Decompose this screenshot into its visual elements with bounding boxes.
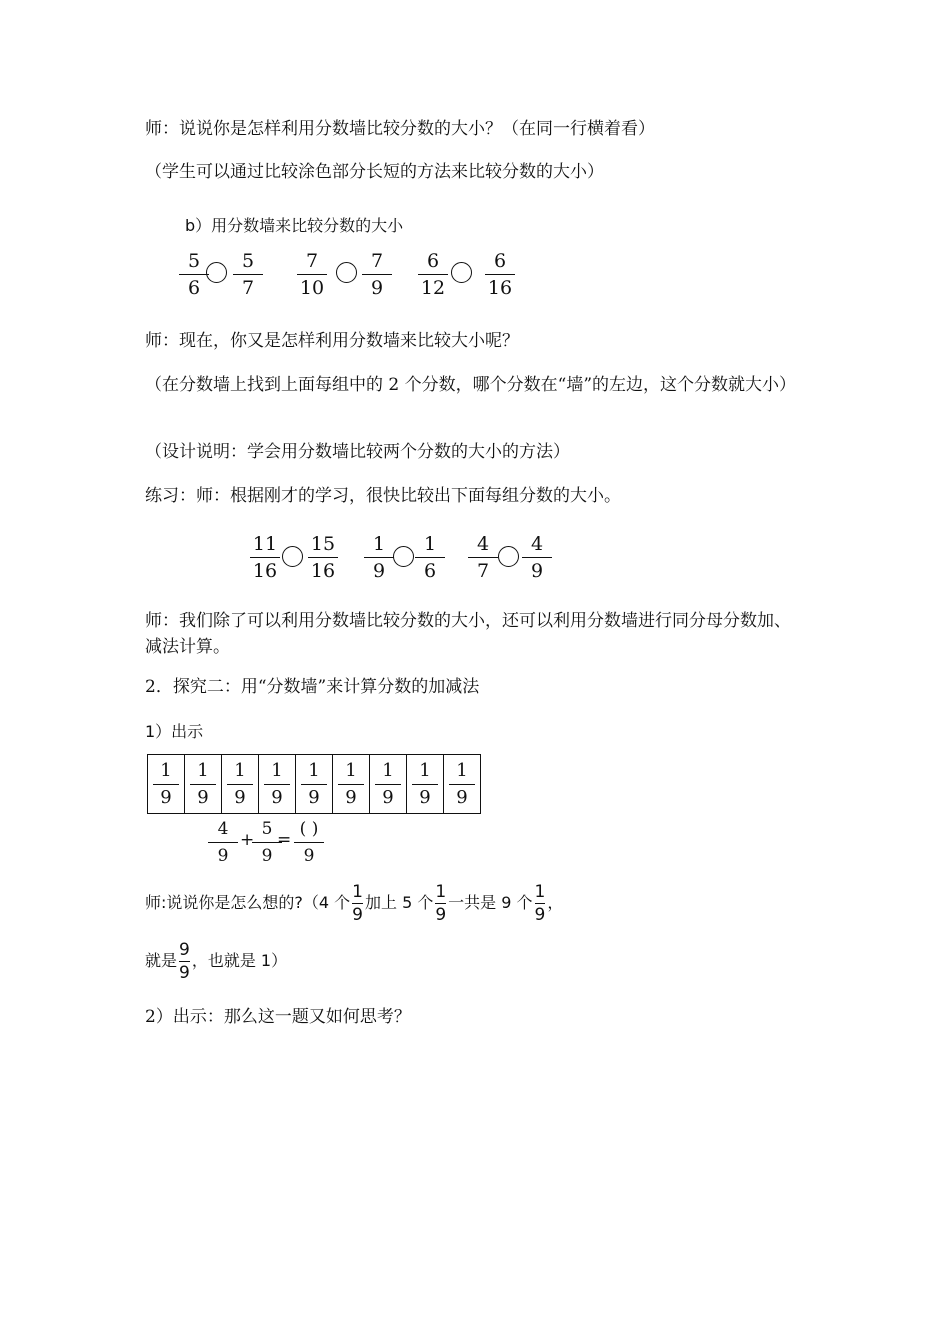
fraction-5-7: 5 7 (231, 250, 265, 299)
wall-cell: $\frac{1}{9}$ (148, 755, 185, 814)
paragraph-design-note: （设计说明：学会用分数墙比较两个分数的大小的方法） (145, 442, 570, 462)
fraction-7-9: 7 9 (360, 250, 394, 299)
wall-cell: $\frac{1}{9}$ (407, 755, 444, 814)
wall-cell: $\frac{1}{9}$ (370, 755, 407, 814)
fraction-6-12: 6 12 (416, 250, 450, 299)
fraction-5-6: 5 6 (177, 250, 211, 299)
paragraph-transition: 师：我们除了可以利用分数墙比较分数的大小，还可以利用分数墙进行同分母分数加、减法计算。 (145, 611, 791, 657)
fraction-1-9: $\frac{1}{9}$ (534, 882, 546, 925)
fraction-1-6: 1 6 (413, 533, 447, 582)
compare-circle[interactable] (206, 262, 227, 283)
paragraph-answer-2: （在分数墙上找到上面每组中的 2 个分数，哪个分数在“墙”的左边，这个分数就大小） (145, 375, 797, 395)
subheading-show-1: 1）出示 (145, 722, 204, 741)
compare-circle[interactable] (498, 546, 519, 567)
fraction-1-9: $\frac{1}{9}$ (435, 882, 447, 925)
paragraph-show-2: 2）出示：那么这一题又如何思考？ (145, 1007, 411, 1027)
fraction-15-16: 15 16 (306, 533, 340, 582)
fraction-5-9: 5 9 (250, 818, 284, 867)
paragraph-question-2: 师：现在，你又是怎样利用分数墙来比较大小呢？ (145, 331, 519, 351)
wall-cell: $\frac{1}{9}$ (333, 755, 370, 814)
subheading-b: b）用分数墙来比较分数的大小 (185, 216, 404, 235)
section-heading-2: 2．探究二：用“分数墙”来计算分数的加减法 (145, 677, 480, 697)
fraction-1-9: 1 9 (362, 533, 396, 582)
fraction-7-10: 7 10 (295, 250, 329, 299)
wall-cell: $\frac{1}{9}$ (259, 755, 296, 814)
fraction-4-9: 4 9 (520, 533, 554, 582)
compare-circle[interactable] (336, 262, 357, 283)
plus-sign: + (240, 830, 255, 850)
wall-cell: $\frac{1}{9}$ (296, 755, 333, 814)
compare-circle[interactable] (282, 546, 303, 567)
paragraph-think: 师:说说你是怎么想的?（4 个 $\frac{1}{9}$ 加上 5 个 $\frac{1}{9}$ 一共是 9 个 $\frac{1}{9}$ ， (145, 882, 564, 925)
paragraph-student-note: （学生可以通过比较涂色部分长短的方法来比较分数的大小） (145, 162, 604, 182)
fraction-4-9: 4 9 (206, 818, 240, 867)
fraction-4-7: 4 7 (466, 533, 500, 582)
wall-cell: $\frac{1}{9}$ (222, 755, 259, 814)
paragraph-think-2: 就是 $\frac{9}{9}$ ，也就是 1） (145, 940, 288, 983)
wall-cell: $\frac{1}{9}$ (444, 755, 481, 814)
fraction-blank-9[interactable]: ( ) 9 (292, 818, 326, 867)
wall-cell: $\frac{1}{9}$ (185, 755, 222, 814)
fraction-6-16: 6 16 (483, 250, 517, 299)
paragraph-practice: 练习：师：根据刚才的学习，很快比较出下面每组分数的大小。 (145, 486, 621, 506)
fraction-wall (147, 754, 481, 814)
compare-circle[interactable] (451, 262, 472, 283)
equals-sign: = (277, 830, 292, 850)
paragraph-question-1: 师：说说你是怎样利用分数墙比较分数的大小？（在同一行横着看） (145, 119, 655, 139)
compare-circle[interactable] (393, 546, 414, 567)
fraction-1-9: $\frac{1}{9}$ (352, 882, 363, 925)
fraction-11-16: 11 16 (248, 533, 282, 582)
fraction-9-9: $\frac{9}{9}$ (179, 940, 190, 983)
